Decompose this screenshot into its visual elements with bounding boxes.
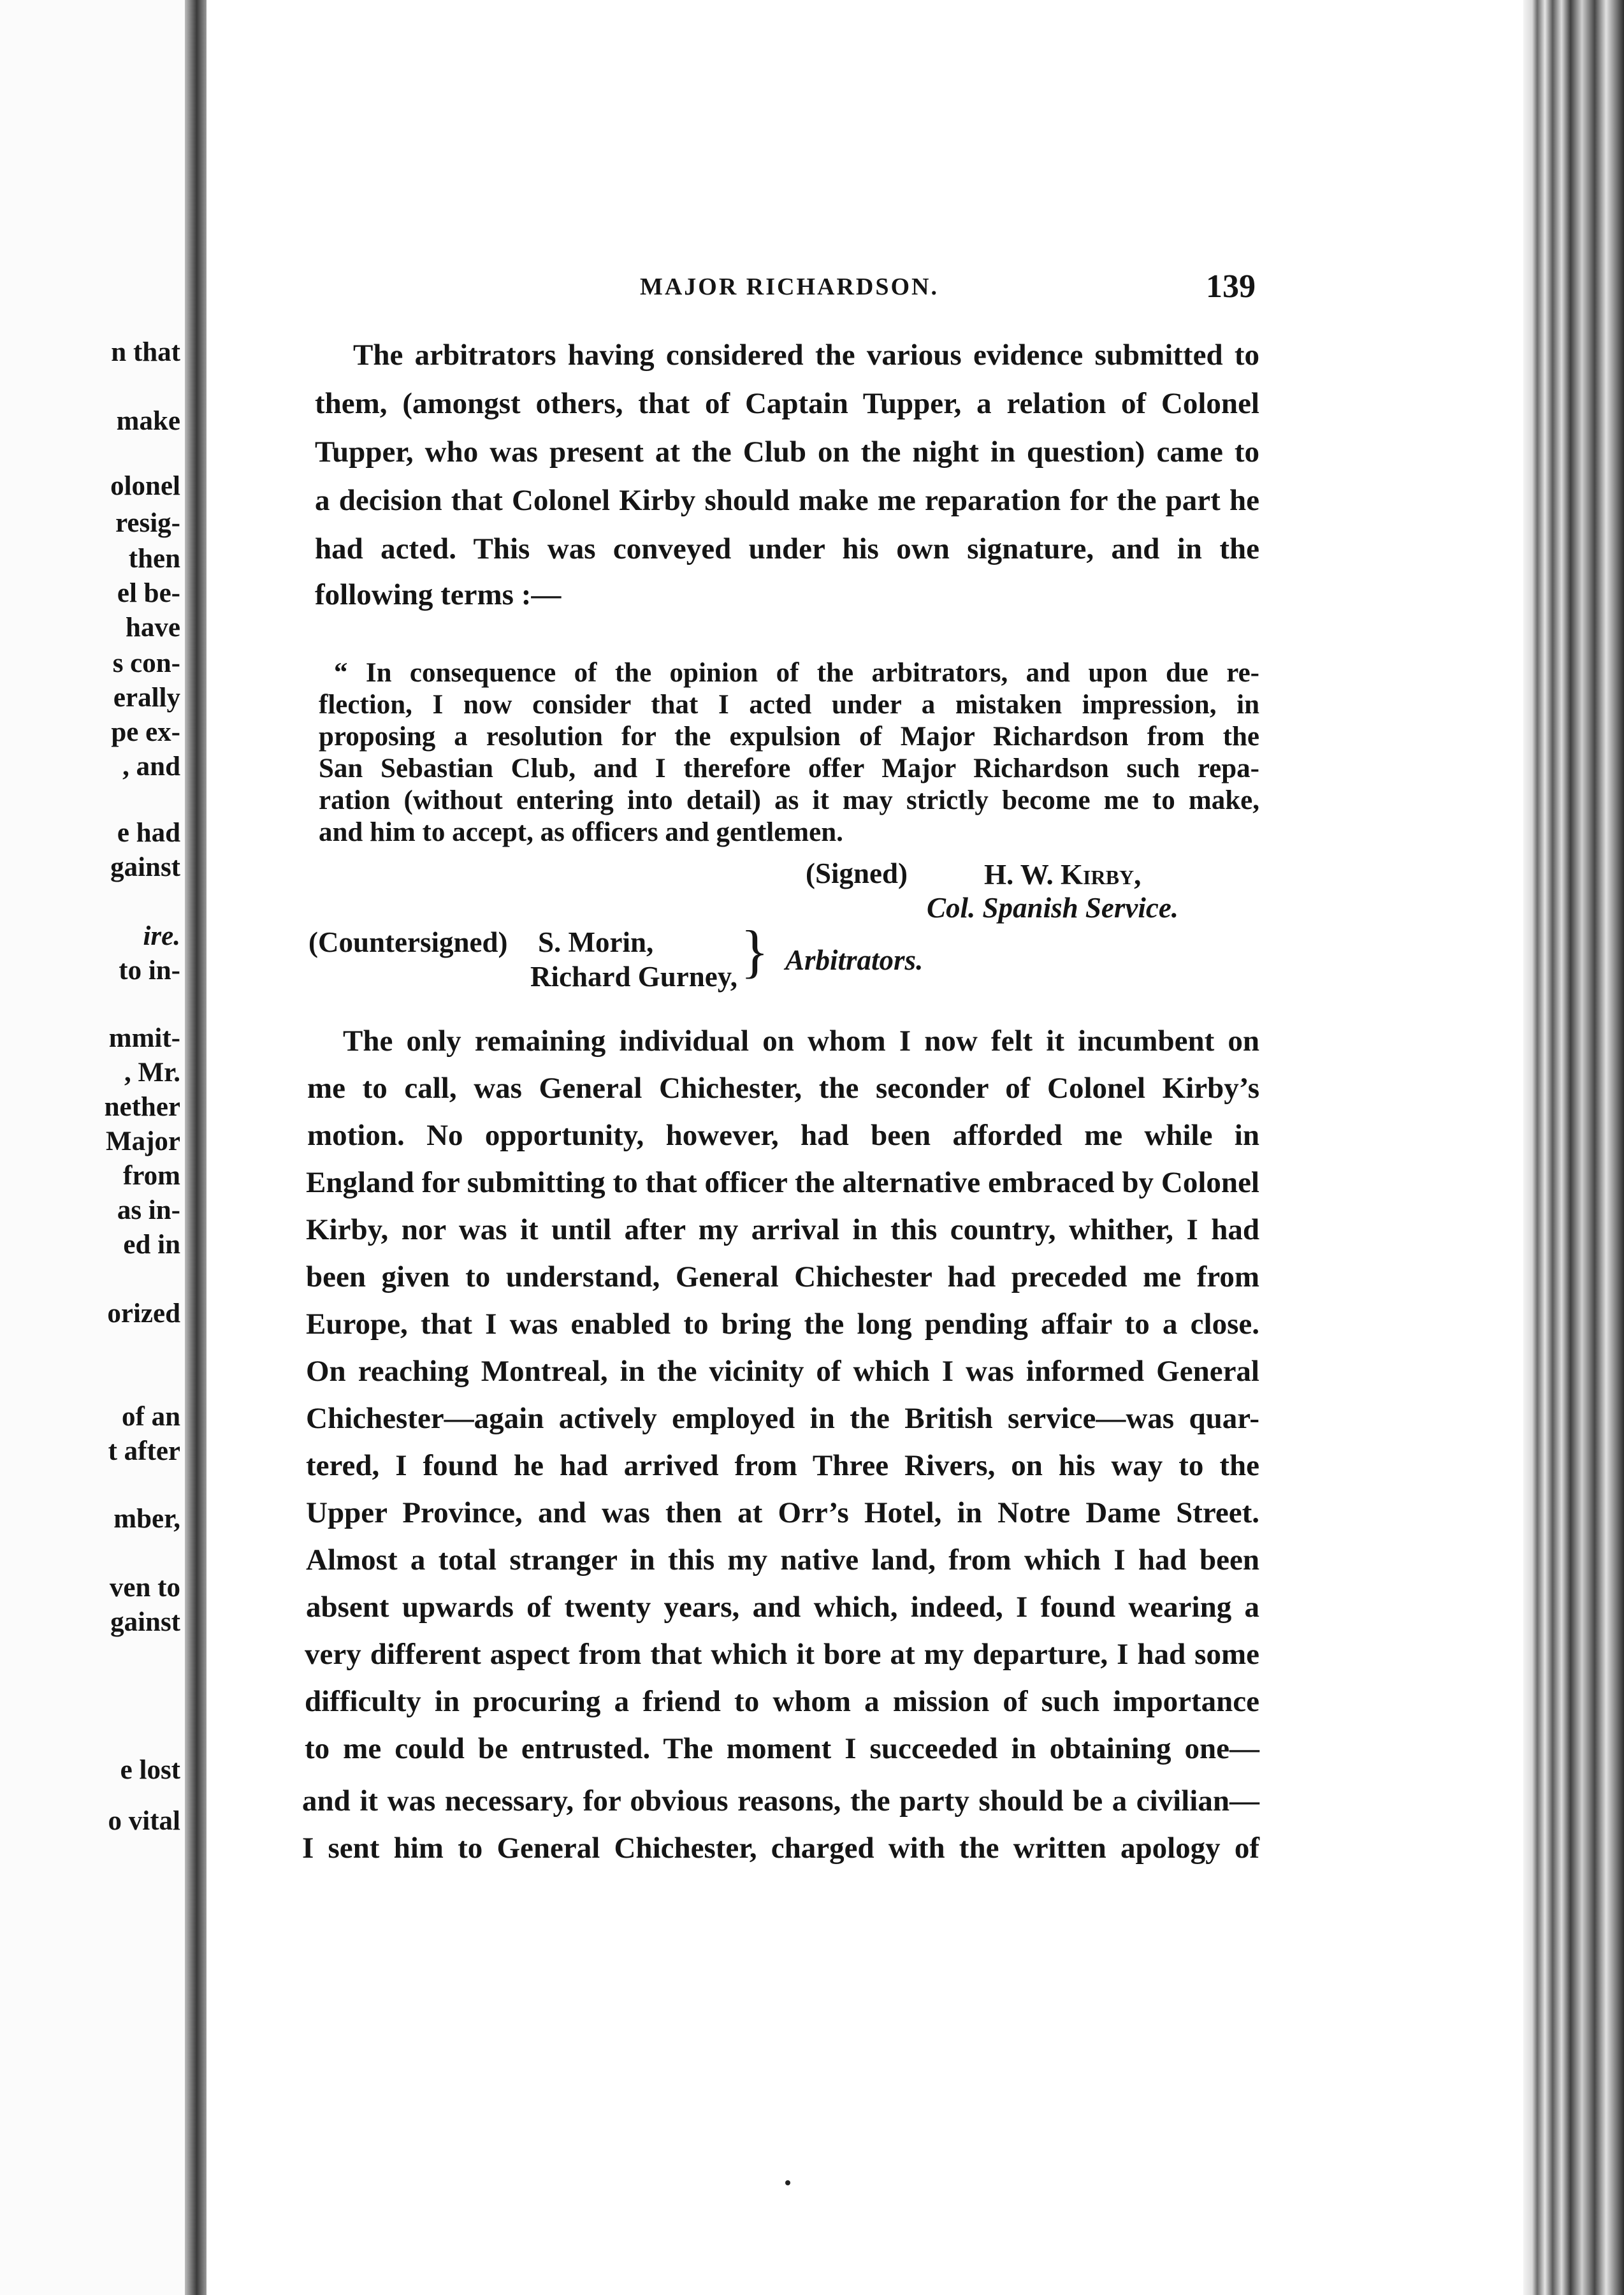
quote-line: ration (without entering into detail) as it may strictly become me to make, [319,785,1259,815]
text-line: to me could be entrusted. The moment I succeeded in obtaining one— [305,1732,1259,1765]
text-line: had acted. This was conveyed under his own signature, and in the [315,532,1259,565]
left-line: then [128,544,180,574]
ink-speck [785,2180,790,2185]
quote-line: “ In consequence of the opinion of the arbitrators, and upon due re- [334,658,1259,688]
text-line: been given to understand, General Chichester had preceded me from [306,1260,1259,1293]
signer-name: H. W. Kirby, [984,859,1142,891]
signed-label: (Signed) [806,857,908,889]
left-line: el be- [117,578,180,608]
text-line: Almost a total stranger in this my native land, from which I had been [306,1543,1259,1577]
text-line: following terms :— [315,578,562,611]
text-line: a decision that Colonel Kirby should make me reparation for the part he [315,484,1259,517]
left-line: o vital [108,1806,180,1836]
text-line: The only remaining individual on whom I now felt it incumbent on [343,1024,1259,1058]
left-line: Major [106,1126,180,1156]
left-line: of an [122,1402,180,1432]
left-line: resig- [115,508,180,538]
left-line: mmit- [108,1023,180,1053]
arbitrators-label: Arbitrators. [785,944,924,976]
text-line: absent upwards of twenty years, and which, indeed, I found wearing a [306,1591,1259,1624]
quote-line: and him to accept, as officers and gentlemen. [319,817,843,847]
text-line: Kirby, nor was it until after my arrival in this country, whither, I had [306,1213,1259,1246]
quote-line: flection, I now consider that I acted under a mistaken impression, in [319,690,1259,720]
left-line: e lost [120,1755,180,1785]
text-line: Tupper, who was present at the Club on the night in question) came to [315,435,1259,469]
arbitrator-name: Richard Gurney, [530,961,738,993]
left-line: ire. [143,921,180,951]
left-line: pe ex- [111,717,180,747]
text-line: me to call, was General Chichester, the seconder of Colonel Kirby’s [307,1072,1259,1105]
left-line: ed in [123,1230,180,1260]
left-line: orized [107,1299,180,1329]
quote-line: San Sebastian Club, and I therefore offer Major Richardson such repa- [319,754,1259,783]
text-line: very different aspect from that which it bore at my departure, I had some [305,1638,1259,1671]
page-number: 139 [1206,268,1256,305]
text-line: tered, I found he had arrived from Three Rivers, on his way to the [306,1449,1259,1482]
left-line: as in- [117,1195,180,1225]
text-line: them, (amongst others, that of Captain Tupper, a relation of Colonel [315,387,1259,420]
left-line: ven to [109,1573,180,1603]
left-line: to in- [119,956,180,986]
left-line: s con- [112,648,180,678]
left-line: make [116,406,180,436]
left-line: from [123,1161,180,1191]
left-line: olonel [110,471,180,501]
text-line: Upper Province, and was then at Orr’s Hotel, in Notre Dame Street. [306,1496,1259,1529]
left-line: , and [122,752,180,782]
left-line: n that [111,337,180,367]
left-line: e had [117,818,180,848]
left-page-fragment [0,0,194,2295]
left-line: erally [113,683,180,713]
arbitrator-name: S. Morin, [538,926,654,958]
text-line: and it was necessary, for obvious reasons, the party should be a civilian— [302,1784,1259,1818]
text-line: Chichester—again actively employed in the British service—was quar- [306,1402,1259,1435]
text-line: The arbitrators having considered the various evidence submitted to [353,339,1259,372]
brace-mark: } [741,919,769,984]
left-line: gainst [110,852,180,882]
book-gutter-shadow [185,0,207,2295]
text-line: difficulty in procuring a friend to whom a mission of such importance [305,1685,1259,1718]
left-line: gainst [110,1607,180,1637]
text-line: motion. No opportunity, however, had been afforded me while in [307,1119,1259,1152]
text-line: I sent him to General Chichester, charged with the written apology of [302,1832,1259,1865]
signer-title: Col. Spanish Service. [927,892,1179,924]
left-line: t after [108,1436,180,1466]
left-line: nether [104,1092,180,1122]
countersigned-label: (Countersigned) [308,926,508,958]
text-line: On reaching Montreal, in the vicinity of which I was informed General [306,1355,1259,1388]
book-page [207,0,1523,2295]
left-line: , Mr. [124,1058,180,1088]
left-line: mber, [113,1504,180,1534]
left-line: have [126,613,180,643]
running-head: MAJOR RICHARDSON. [640,273,939,300]
page-edges [1523,0,1624,2295]
text-line: England for submitting to that officer the alternative embraced by Colonel [306,1166,1259,1199]
quote-line: proposing a resolution for the expulsion of Major Richardson from the [319,722,1259,752]
text-line: Europe, that I was enabled to bring the long pending affair to a close. [306,1308,1259,1341]
